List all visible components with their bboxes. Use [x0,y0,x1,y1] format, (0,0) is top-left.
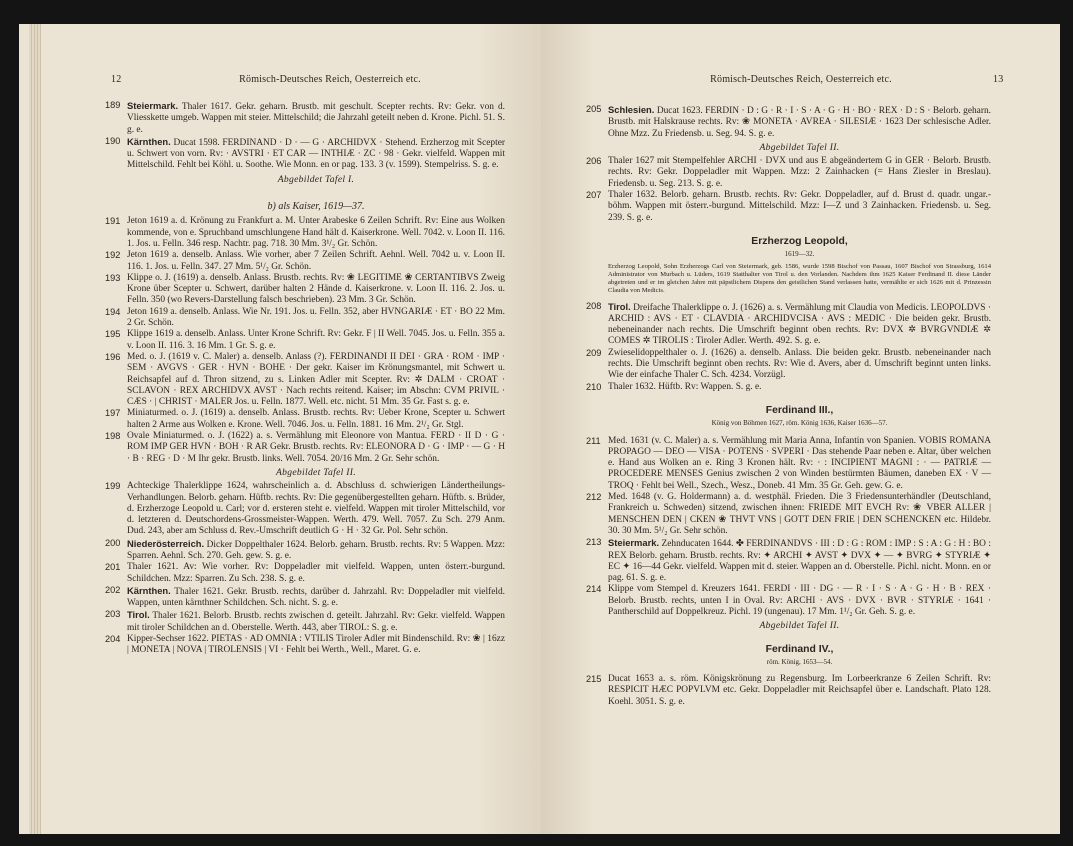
catalogue-entry [105,250,505,273]
entry-number: 206 [586,156,602,167]
entry-number: 205 [586,104,602,114]
left-page [19,24,541,834]
entry-list [105,100,505,172]
catalogue-entry [586,104,991,140]
entry-number: 211 [586,435,601,446]
entry-description: Klippe 1619 a. denselb. Anlass. Unter Krone Schrift. Rv: Gekr. F | II Well. 7045. Jos. u. Felln. 355 a. v. Loon II. 116. 3. 16 Mm. 1 Gr. S. g. e. [127,329,505,351]
catalogue-entry [105,562,505,585]
entry-list [105,216,505,465]
ruler-biography: Erzherzog Leopold, Sohn Erzherzogs Carl von Steiermark, geb. 1586, wurde 1598 Bischof von Passau, 1607 Bischof von Strassburg, 1614 Administrator von Murbach u. Lüders, 1619 Statthalter von Tirol u. den Vorlanden. Nachdem ihm 1625 Kaiser Ferdinand II. diese Länder abgetreten und er im gleichen Jahre mit päpstlichem Dispens den geistlichen Stand verlassen hatte, vermählte er sich 1626 mit d. Prinzessin Claudia von Medicis. [608,262,991,294]
entry-region: Schlesien. [608,104,655,115]
plate-reference: Abgebildet Tafel II. [759,141,840,153]
entry-list [586,156,991,224]
ruler-name: Ferdinand III., [765,404,834,416]
entry-number: 210 [586,381,602,392]
entry-region: Steiermark. [608,537,660,549]
entry-number: 213 [586,537,602,548]
catalogue-entry [105,352,505,408]
entry-description: Med. o. J. (1619 v. C. Maler) a. denselb. Anlass (?). FERDINANDI II DEI · GRA · ROM · IMP · SEM · AVGVS · GER · HVN · BOHE · Der gekr. Kaiser im Krönungsmantel, mit Schwert u. Reichsapfel auf d. Thron sitzend, zu s. Linken Adler mit Scepter. Rv: ✲ DALM · CROAT · SCLAVON · REX ARCHIDVX AVST · Nach rechts reitend. Kaiser; im Abschn: CVM PRIVIL · CÆS · | CHRIST · MALER Jos. u. Felln. 1877. Well. etc. nicht. 51 Mm. 35 Gr. Fast s. g. e. [127,351,505,408]
entry-description: Med. 1648 (v. G. Holdermann) a. d. westphäl. Frieden. Die 3 Friedensunterhändler (Deutschland, Frankreich u. Schweden) sitzend, zwischen ihnen: FRIEDE MIT EVCH Rv: ❀ VBER ALLER | MENSCHEN DEN | CKEN ❀ THVT VNS | GOTT DEN FRIE | DEN SCHENCKEN etc. Hildebr. 30. 30 Mm. 5¹/₂ Gr. Sehr schön. [608,492,991,536]
ruler-dates: röm. König, 1653—54. [766,657,833,666]
entry-description: Thaler 1627 mit Stempelfehler ARCHI · DVX und aus E abgeändertem G in GER · Belorb. Brustb. rechts. Rv: Gekr. Doppeladler mit Wappen. Mzz: 2 Zainhacken (= Hans Ziesler in Breslau). Friedensb. u. Seg. 213. S. g. e. [608,156,991,189]
entry-list [105,481,505,656]
entry-list [586,104,991,140]
entry-number: 202 [105,584,121,595]
entry-number: 189 [105,100,121,110]
page-number: 12 [111,74,122,85]
catalogue-entry [105,307,505,330]
catalogue-entry [586,348,991,382]
entry-description: Zehnducaten 1644. ✤ FERDINANDVS · III : D : G : ROM : IMP : S : A : G : H : BO : REX Belorb. geharn. Brustb. rechts. Rv: ✦ ARCHI ✦ AVST ✦ DVX ✦ — ✦ BVRG ✦ STYRIÆ ✦ EC ✦ 16—44 Gekr. vielfeld. Wappen mit d. steier. Wappen an d. Oberstelle. Pichl. nicht. Monn. en or pag. 61. S. g. e. [608,539,991,584]
entry-description: Dreifache Thalerklippe o. J. (1626) a. s. Vermählung mit Claudia von Medicis. LEOPOLDVS · ARCHID : AVS · ET · CLAVDIA · ARCHIDVCISA · AVS : MEDIC · Die beiden gekr. Brustb. nebeneinander nach rechts. Die Umschrift beginnt oben rechts. Rv: DVX ✲ BVRGVNDIÆ ✲ COMES ✲ TIROLIS : Tiroler Adler. Werth. 492. S. g. e. [608,302,991,347]
catalogue-entry [586,674,991,708]
entry-region: Niederösterreich. [127,537,205,549]
catalogue-entry [105,329,505,352]
entry-description: Ducat 1623. FERDIN · D : G · R · I · S · A · G · H · BO · REX · D : S · Belorb. geharn. Brustb. mit Halskrause rechts. Rv: ❀ MONETA · AVREA · SILESIÆ · 1623 Der schlesische Adler. Ohne Mzz. Zu Friedensb. u. Seg. 94. S. g. e. [608,106,992,139]
entry-list [586,436,991,619]
book-spread [19,24,1060,834]
catalogue-entry [105,431,505,465]
entry-description: Thaler 1621. Gekr. Brustb. rechts, darüber d. Jahrzahl. Rv: Doppeladler mit vielfeld. Wappen, unten kärnthner Schildchen. Sch. nicht. S. g. e. [127,586,505,609]
entry-description: Jeton 1619 a. denselb. Anlass. Wie vorher, aber 7 Zeilen Schrift. Aehnl. Well. 7042 u. v. Loon II. 116. 1. Jos. u. Felln. 347. 27 Mm. 5¹/₂ Gr. Schön. [127,250,505,272]
entry-number: 191 [105,216,121,227]
entry-number: 190 [105,135,121,146]
catalogue-entry [586,492,991,537]
entry-number: 199 [105,481,121,492]
entry-number: 214 [586,584,602,595]
catalogue-entry [105,216,505,250]
entry-description: Achteckige Thalerklippe 1624, wahrscheinlich a. d. Abschluss d. schwierigen Ländertheilungs-Verhandlungen. Belorb. geharn. Hüftb. rechts. Rv: Die gegenübergestellten geharn. Hüftb. s. Brüder, d. Erzherzoge Leopold u. Carl; vor d. ersteren steht e. vielfeld. Wappen mit tiroler Mittelschild, vor d. letzteren d. Deutschordens-Grossmeister-Wappen. Werth. 479. Well. 7057. Zu Sch. 279 Anm. Dud. 243, aber am Schluss d. Rev.-Umschrift deutlich G · H · 32 Gr. Pol. Sehr schön. [127,481,505,537]
entry-number: 203 [105,609,121,620]
entry-description: Ovale Miniaturmed. o. J. (1622) a. s. Vermählung mit Eleonore von Mantua. FERD · II D · G · ROM IMP GER HVN · BOH · R AR Gekr. Brustb. rechts. Rv: ELEONORA D · G · IMP · — G · H · B · REG · D · M Ihr gekr. Brustb. links. Well. 7054. 20/16 Mm. 2 Gr. Sehr schön. [127,431,505,464]
entry-number: 197 [105,408,121,419]
ruler-heading [608,405,991,430]
ruler-heading [608,236,991,295]
catalogue-entry [105,585,505,610]
entry-number: 193 [105,272,121,283]
entry-number: 207 [586,190,602,201]
catalogue-entry [586,537,991,584]
entry-region: Kärnthen. [127,135,171,147]
entry-region: Tirol. [127,609,150,621]
entry-description: Kipper-Sechser 1622. PIETAS · AD OMNIA : VTILIS Tiroler Adler mit Bindenschild. Rv: ❀ | 16zz | MONETA | NOVA | TIROLENSIS | VI · Fehlt bei Werth., Well., Maret. G. e. [127,634,505,656]
plate-reference: Abgebildet Tafel I. [277,173,355,185]
entry-description: Jeton 1619 a. d. Krönung zu Frankfurt a. M. Unter Arabeske 6 Zeilen Schrift. Rv: Eine aus Wolken kommende, von e. Spruchband umschlungene Hand hält d. Kaiserkrone. Well. 7042. v. Loon II. 116. 1. Jos. u. Felln. 346 resp. Nachtr. pag. 718. 30 Mm. 3¹/₂ Gr. Schön. [127,216,505,249]
catalogue-entry [586,382,991,393]
left-page-body [105,100,505,657]
catalogue-entry [586,156,991,190]
right-page [541,24,1060,834]
entry-number: 212 [586,492,602,503]
ruler-heading [608,644,991,669]
entry-number: 196 [105,351,121,362]
ruler-name: Erzherzog Leopold, [751,235,848,247]
ruler-dates: 1619—32. [784,250,815,259]
entry-number: 198 [105,431,121,442]
entry-description: Zwieselidoppelthaler o. J. (1626) a. denselb. Anlass. Die beiden gekr. Brustb. nebeneinander nach rechts. Die Umschrift beginnt oben rechts. Rv: Wie d. Avers, aber d. Umschrift beginnt unten links. Wie der einfache Thaler C. Sch. 4234. Vorzügl. [608,347,991,381]
catalogue-entry [105,100,505,136]
entry-region: Tirol. [608,300,631,312]
page-number: 13 [993,74,1004,85]
entry-number: 215 [586,674,602,685]
entry-description: Klippe vom Stempel d. Kreuzers 1641. FERDI · III · DG · — R · I · S · A · G · H · B · REX · Belorb. Brustb. rechts, unten I in Oval. Rv: ARCHI · AVS · DVX · BVR · STYRIÆ · 1641 · Pantherschild auf Doppelkreuz. Pichl. 19 (ungenau). 17 Mm. 1¹/₂ Gr. Geh. S. g. e. [608,584,991,617]
entry-description: Med. 1631 (v. C. Maler) a. s. Vermählung mit Maria Anna, Infantin von Spanien. VOBIS ROMANA PROPAGO — DEO — VISA · POTENS · SVPERI · Das stehende Paar neben e. Altar, über welchen e. Hand aus Wolken an e. Ring 3 Kronen hält. Rv: · : INCIPIENT MAGNI : · — PATRIÆ — PROCEDERE MENSES Genius zwischen 2 von Winden bestürmten Bäumen, daneben EX · V — TROQ · Fehlt bei Well., Szech., Wesz., Doneb. 41 Mm. 35 Gr. Geh. gew. G. e. [608,435,991,491]
entry-number: 200 [105,537,121,548]
catalogue-entry [586,436,991,492]
entry-number: 204 [105,634,121,645]
entry-description: Thaler 1621. Belorb. Brustb. rechts zwischen d. geteilt. Jahrzahl. Rv: Gekr. vielfeld. Wappen mit tiroler Schildchen an d. Oberstelle. Werth. 443, aber TIROL: S. g. e. [127,611,505,633]
entry-number: 208 [586,300,602,311]
entry-description: Miniaturmed. o. J. (1619) a. denselb. Anlass. Brustb. rechts. Rv: Ueber Krone, Scepter u. Schwert halten 2 Arme aus Wolken e. Krone. Well. 7046. Jos. u. Felln. 1881. 16 Mm. 2¹/₂ Gr. Stgl. [127,408,505,430]
plate-reference: Abgebildet Tafel II. [276,466,356,478]
right-page-body [586,104,991,708]
entry-description: Thaler 1621. Av: Wie vorher. Rv: Doppeladler mit vielfeld. Wappen, unten österr.-burgund. Schildchen. Mzz: Sparren. Zu Sch. 238. S. g. e. [127,562,505,584]
entry-description: Ducat 1653 a. s. röm. Königskrönung zu Regensburg. Im Lorbeerkranze 6 Zeilen Schrift. Rv: RESPICIT HÆC POPVLVM etc. Gekr. Doppeladler mit Reichsapfel über e. Landschaft. Plato 128. Koehl. 3051. S. g. e. [608,674,991,707]
catalogue-entry [586,190,991,224]
entry-description: Jeton 1619 a. denselb. Anlass. Wie Nr. 191. Jos. u. Felln. 352, aber HVNGARIÆ · ET · BO 22 Mm. 2 Gr. Schön. [127,306,505,329]
catalogue-entry [105,538,505,563]
plate-reference: Abgebildet Tafel II. [759,620,840,632]
catalogue-entry [105,408,505,431]
entry-description: Dicker Doppelthaler 1624. Belorb. geharn. Brustb. rechts. Rv: 5 Wappen. Mzz: Sparren. Aehnl. Sch. 270. Geh. gew. S. g. e. [127,539,506,561]
entry-description: Ducat 1598. FERDINAND · D · — G · ARCHIDVX · Stehend. Erzherzog mit Scepter u. Schwert von vorn. Rv: · AVSTRI · ET CAR — INTHIÆ · ZC · 98 · Gekr. vielfeld. Wappen mit Mittelschild. Fehlt bei Köhl. u. Soothe. Wie Monn. en or pag. 133. 3 (v. 1599). Stempelriss. S. g. e. [127,137,505,171]
catalogue-entry [105,634,505,657]
running-head: Römisch-Deutsches Reich, Oesterreich etc. [710,74,892,85]
entry-number: 192 [105,250,121,261]
entry-region: Kärnthen. [127,584,171,596]
entry-list [586,301,991,393]
catalogue-entry [105,273,505,307]
catalogue-entry [105,136,505,172]
entry-list [586,674,991,708]
entry-description: Thaler 1632. Belorb. geharn. Brustb. rechts. Rv: Gekr. Doppeladler, auf d. Brust d. quadr. ungar.-böhm. Wappen mit österr.-burgund. Mittelschild. Mzz: I—Z und 3 Zainhacken. Friedensb. u. Seg. 239. S. g. e. [608,190,991,223]
entry-description: Klippe o. J. (1619) a. denselb. Anlass. Brustb. rechts. Rv: ❀ LEGITIME ❀ CERTANTIBVS Zweig Krone über Scepter u. Schwert, darüber halten 2 Hände d. Kaiserkrone. v. Loon II. 116. 2. Jos. u. Felln. 350 (wo Revers-Darstellung falsch beschrieben). 23 Mm. 3 Gr. Schön. [127,272,505,306]
ruler-dates: König von Böhmen 1627, röm. König 1636, Kaiser 1636—57. [711,419,888,428]
section-title: b) als Kaiser, 1619—37. [267,201,365,213]
catalogue-entry [105,609,505,634]
catalogue-entry [105,481,505,537]
entry-number: 209 [586,347,602,358]
running-head: Römisch-Deutsches Reich, Oesterreich etc. [239,74,421,85]
entry-number: 194 [105,306,121,317]
entry-number: 201 [105,562,121,573]
entry-description: Thaler 1617. Gekr. geharn. Brustb. mit geschult. Scepter rechts. Rv: Gekr. von d. Vliesskette umgeb. Wappen mit steier. Mittelschild; die Jahrzahl geteilt neben d. Krone. Pichl. 51. S. g. e. [127,102,505,135]
entry-description: Thaler 1632. Hüftb. Rv: Wappen. S. g. e. [608,381,762,392]
ruler-name: Ferdinand IV., [765,643,834,655]
entry-number: 195 [105,329,121,340]
entry-region: Steiermark. [127,100,179,111]
catalogue-entry [586,301,991,348]
catalogue-entry [586,584,991,618]
